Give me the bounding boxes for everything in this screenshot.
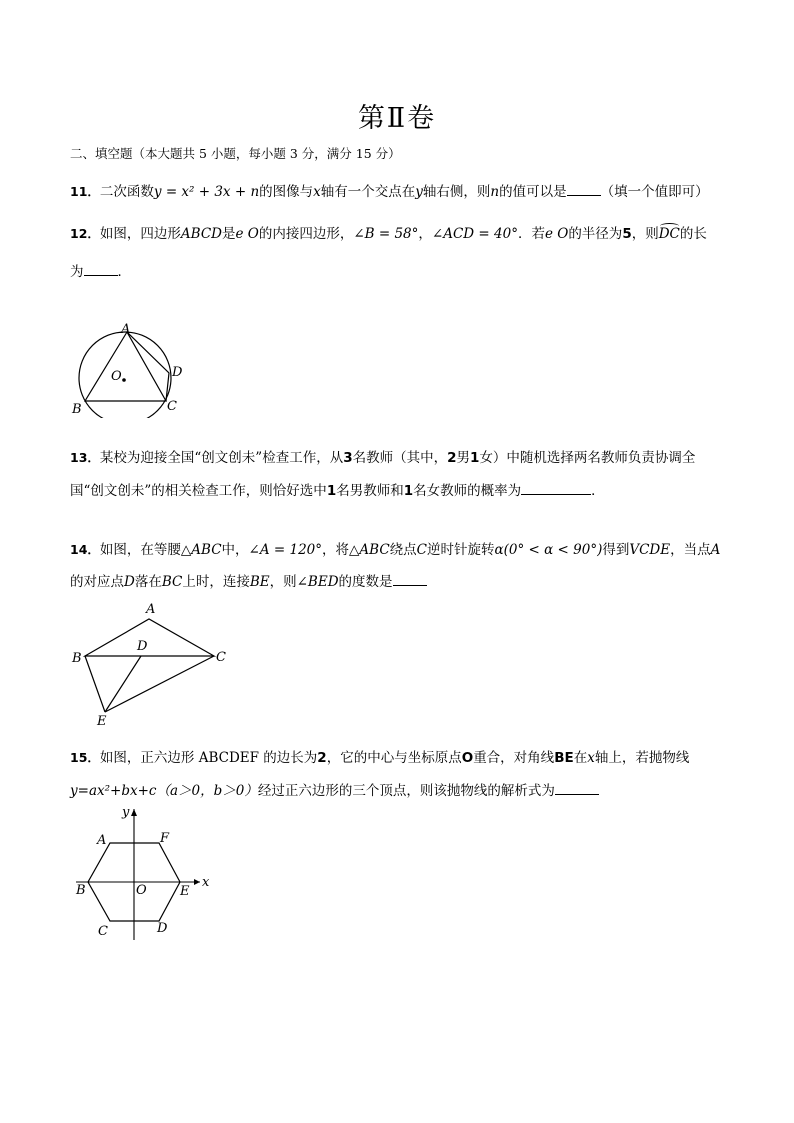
section-heading: 二、填空题（本大题共 5 小题，每小题 3 分，满分 15 分） bbox=[70, 146, 401, 161]
question-number: 12． bbox=[70, 226, 100, 241]
question-text: 国“创文创未”的相关检查工作，则恰好选中 bbox=[70, 483, 327, 499]
question-15-cont bbox=[70, 779, 599, 799]
question-number: 15． bbox=[70, 750, 100, 765]
question-text: 轴有一个交点在 bbox=[320, 184, 416, 200]
answer-blank[interactable] bbox=[567, 182, 601, 196]
question-11 bbox=[70, 180, 709, 200]
question-text: 的值可以是 bbox=[499, 184, 567, 200]
question-text: 落在 bbox=[134, 574, 162, 590]
side-eb bbox=[85, 656, 105, 712]
formula: y=ax²+bx+c bbox=[70, 783, 157, 799]
label-y: y bbox=[122, 805, 130, 820]
triangle-label: ABC bbox=[191, 542, 222, 558]
question-text: 名女教师的概率为 bbox=[413, 483, 522, 499]
question-14 bbox=[70, 538, 720, 558]
center-dot bbox=[122, 378, 126, 382]
angle-a: ∠A = 120° bbox=[248, 542, 323, 558]
condition: （a＞0，b＞0） bbox=[156, 783, 258, 799]
label-x: x bbox=[202, 875, 210, 890]
angle-b: ∠B = 58° bbox=[353, 226, 419, 242]
question-number: 14． bbox=[70, 542, 100, 557]
number: 1 bbox=[403, 483, 414, 499]
label-a: A bbox=[121, 322, 131, 337]
label-b: B bbox=[72, 651, 82, 666]
radius-value: 5 bbox=[622, 226, 632, 242]
label-c: C bbox=[167, 399, 177, 414]
question-text: 名教师（其中， bbox=[352, 450, 448, 466]
arc-text: DC bbox=[658, 226, 680, 242]
label-o: O bbox=[136, 883, 147, 898]
question-text: 中， bbox=[221, 542, 249, 558]
question-text: 重合，对角线 bbox=[473, 750, 555, 766]
segment-label: BE bbox=[554, 750, 574, 766]
question-text: 在 bbox=[573, 750, 588, 766]
point-label: O bbox=[461, 750, 474, 766]
side-ce bbox=[105, 656, 214, 712]
question-text: 的图像与 bbox=[259, 184, 314, 200]
circle-label: e O bbox=[544, 226, 569, 242]
label-e: E bbox=[180, 884, 190, 899]
question-text: ，它的中心与坐标原点 bbox=[326, 750, 462, 766]
question-15 bbox=[70, 746, 689, 766]
question-13-cont bbox=[70, 479, 605, 499]
figure-hexagon-axes bbox=[68, 804, 228, 944]
question-text: ． bbox=[591, 483, 605, 499]
answer-blank[interactable] bbox=[84, 262, 118, 276]
segment-label: BE bbox=[249, 574, 270, 590]
question-text: ． bbox=[117, 264, 131, 280]
variable: n bbox=[490, 184, 500, 200]
question-text: ，将△ bbox=[322, 542, 360, 558]
segment-label: BC bbox=[161, 574, 183, 590]
variable: x bbox=[313, 184, 321, 200]
question-text: 逆时针旋转 bbox=[427, 542, 495, 558]
question-text: 如图，正六边形 ABCDEF 的边长为 bbox=[99, 750, 318, 766]
formula: y = x² + 3x + n bbox=[153, 184, 260, 200]
label-b: B bbox=[72, 402, 82, 417]
question-text: 的度数是 bbox=[338, 574, 393, 590]
number: 1 bbox=[326, 483, 337, 499]
question-text: 如图，在等腰△ bbox=[99, 542, 192, 558]
question-text: ，则 bbox=[269, 574, 297, 590]
question-number: 13． bbox=[70, 450, 100, 465]
point-label: C bbox=[416, 542, 428, 558]
question-12-cont bbox=[70, 260, 131, 280]
question-text: 轴右侧，则 bbox=[422, 184, 491, 200]
question-text: 的半径为 bbox=[568, 226, 623, 242]
variable: x bbox=[587, 750, 595, 766]
question-text: 的对应点 bbox=[70, 574, 124, 590]
question-text: 经过正六边形的三个顶点，则该抛物线的解析式为 bbox=[257, 783, 555, 799]
question-text: ，当点 bbox=[670, 542, 711, 558]
number: 2 bbox=[447, 450, 457, 466]
label-e: E bbox=[97, 714, 107, 729]
triangle-label: VCDE bbox=[629, 542, 671, 558]
circle-o bbox=[79, 332, 171, 418]
number: 3 bbox=[343, 450, 353, 466]
question-text: 男 bbox=[456, 450, 471, 466]
point-label: D bbox=[124, 574, 135, 590]
question-text: 如图，四边形 bbox=[99, 226, 181, 242]
label-b: B bbox=[76, 883, 86, 898]
angle-acd: ∠ACD = 40° bbox=[431, 226, 518, 242]
point-label: A bbox=[710, 542, 721, 558]
arc-label bbox=[659, 226, 680, 242]
answer-blank[interactable] bbox=[555, 781, 599, 795]
x-axis-arrow bbox=[194, 879, 200, 885]
question-text: 名男教师和 bbox=[336, 483, 404, 499]
question-12 bbox=[70, 222, 707, 242]
question-text: ，则 bbox=[631, 226, 659, 242]
question-text: 为 bbox=[70, 264, 84, 280]
answer-blank[interactable] bbox=[521, 481, 591, 495]
triangle-abc bbox=[85, 619, 214, 656]
circle-label: e O bbox=[235, 226, 259, 242]
question-text: （填一个值即可） bbox=[600, 184, 709, 200]
angle-bed: ∠BED bbox=[296, 574, 339, 590]
label-c: C bbox=[98, 924, 108, 939]
question-text: 的内接四边形， bbox=[258, 226, 354, 242]
label-d: D bbox=[157, 921, 168, 936]
answer-blank[interactable] bbox=[393, 572, 427, 586]
question-text: 上时，连接 bbox=[182, 574, 250, 590]
label-c: C bbox=[216, 650, 226, 665]
figure-rotated-triangle bbox=[68, 598, 238, 732]
variable: y bbox=[415, 184, 423, 200]
label-f: F bbox=[160, 831, 170, 846]
page-title: 第Ⅱ卷 bbox=[357, 103, 437, 134]
question-text: 轴上，若抛物线 bbox=[594, 750, 690, 766]
quadrilateral-label: ABCD bbox=[180, 226, 222, 242]
number: 2 bbox=[317, 750, 327, 766]
label-d: D bbox=[172, 365, 183, 380]
rotation-angle: α(0° < α < 90°) bbox=[494, 542, 603, 558]
side-ed bbox=[105, 656, 141, 712]
question-text: ， bbox=[418, 226, 432, 242]
number: 1 bbox=[470, 450, 480, 466]
question-text: 某校为迎接全国“创文创未”检查工作，从 bbox=[99, 450, 344, 466]
question-number: 11． bbox=[70, 184, 100, 199]
y-axis-arrow bbox=[131, 809, 137, 816]
label-d: D bbox=[137, 639, 148, 654]
question-13 bbox=[70, 446, 695, 466]
question-text: 绕点 bbox=[389, 542, 417, 558]
label-o: O bbox=[111, 369, 122, 384]
question-text: 女）中随机选择两名教师负责协调全 bbox=[479, 450, 696, 466]
question-text: ．若 bbox=[517, 226, 545, 242]
question-text: 是 bbox=[221, 226, 236, 242]
label-a: A bbox=[146, 602, 156, 617]
label-a: A bbox=[97, 833, 107, 848]
figure-circle-quadrilateral bbox=[68, 318, 198, 418]
triangle-label: ABC bbox=[359, 542, 390, 558]
question-text: 二次函数 bbox=[99, 184, 154, 200]
question-14-cont bbox=[70, 570, 427, 590]
arc-mark bbox=[660, 223, 679, 229]
question-text: 的长 bbox=[679, 226, 707, 242]
question-text: 得到 bbox=[602, 542, 630, 558]
